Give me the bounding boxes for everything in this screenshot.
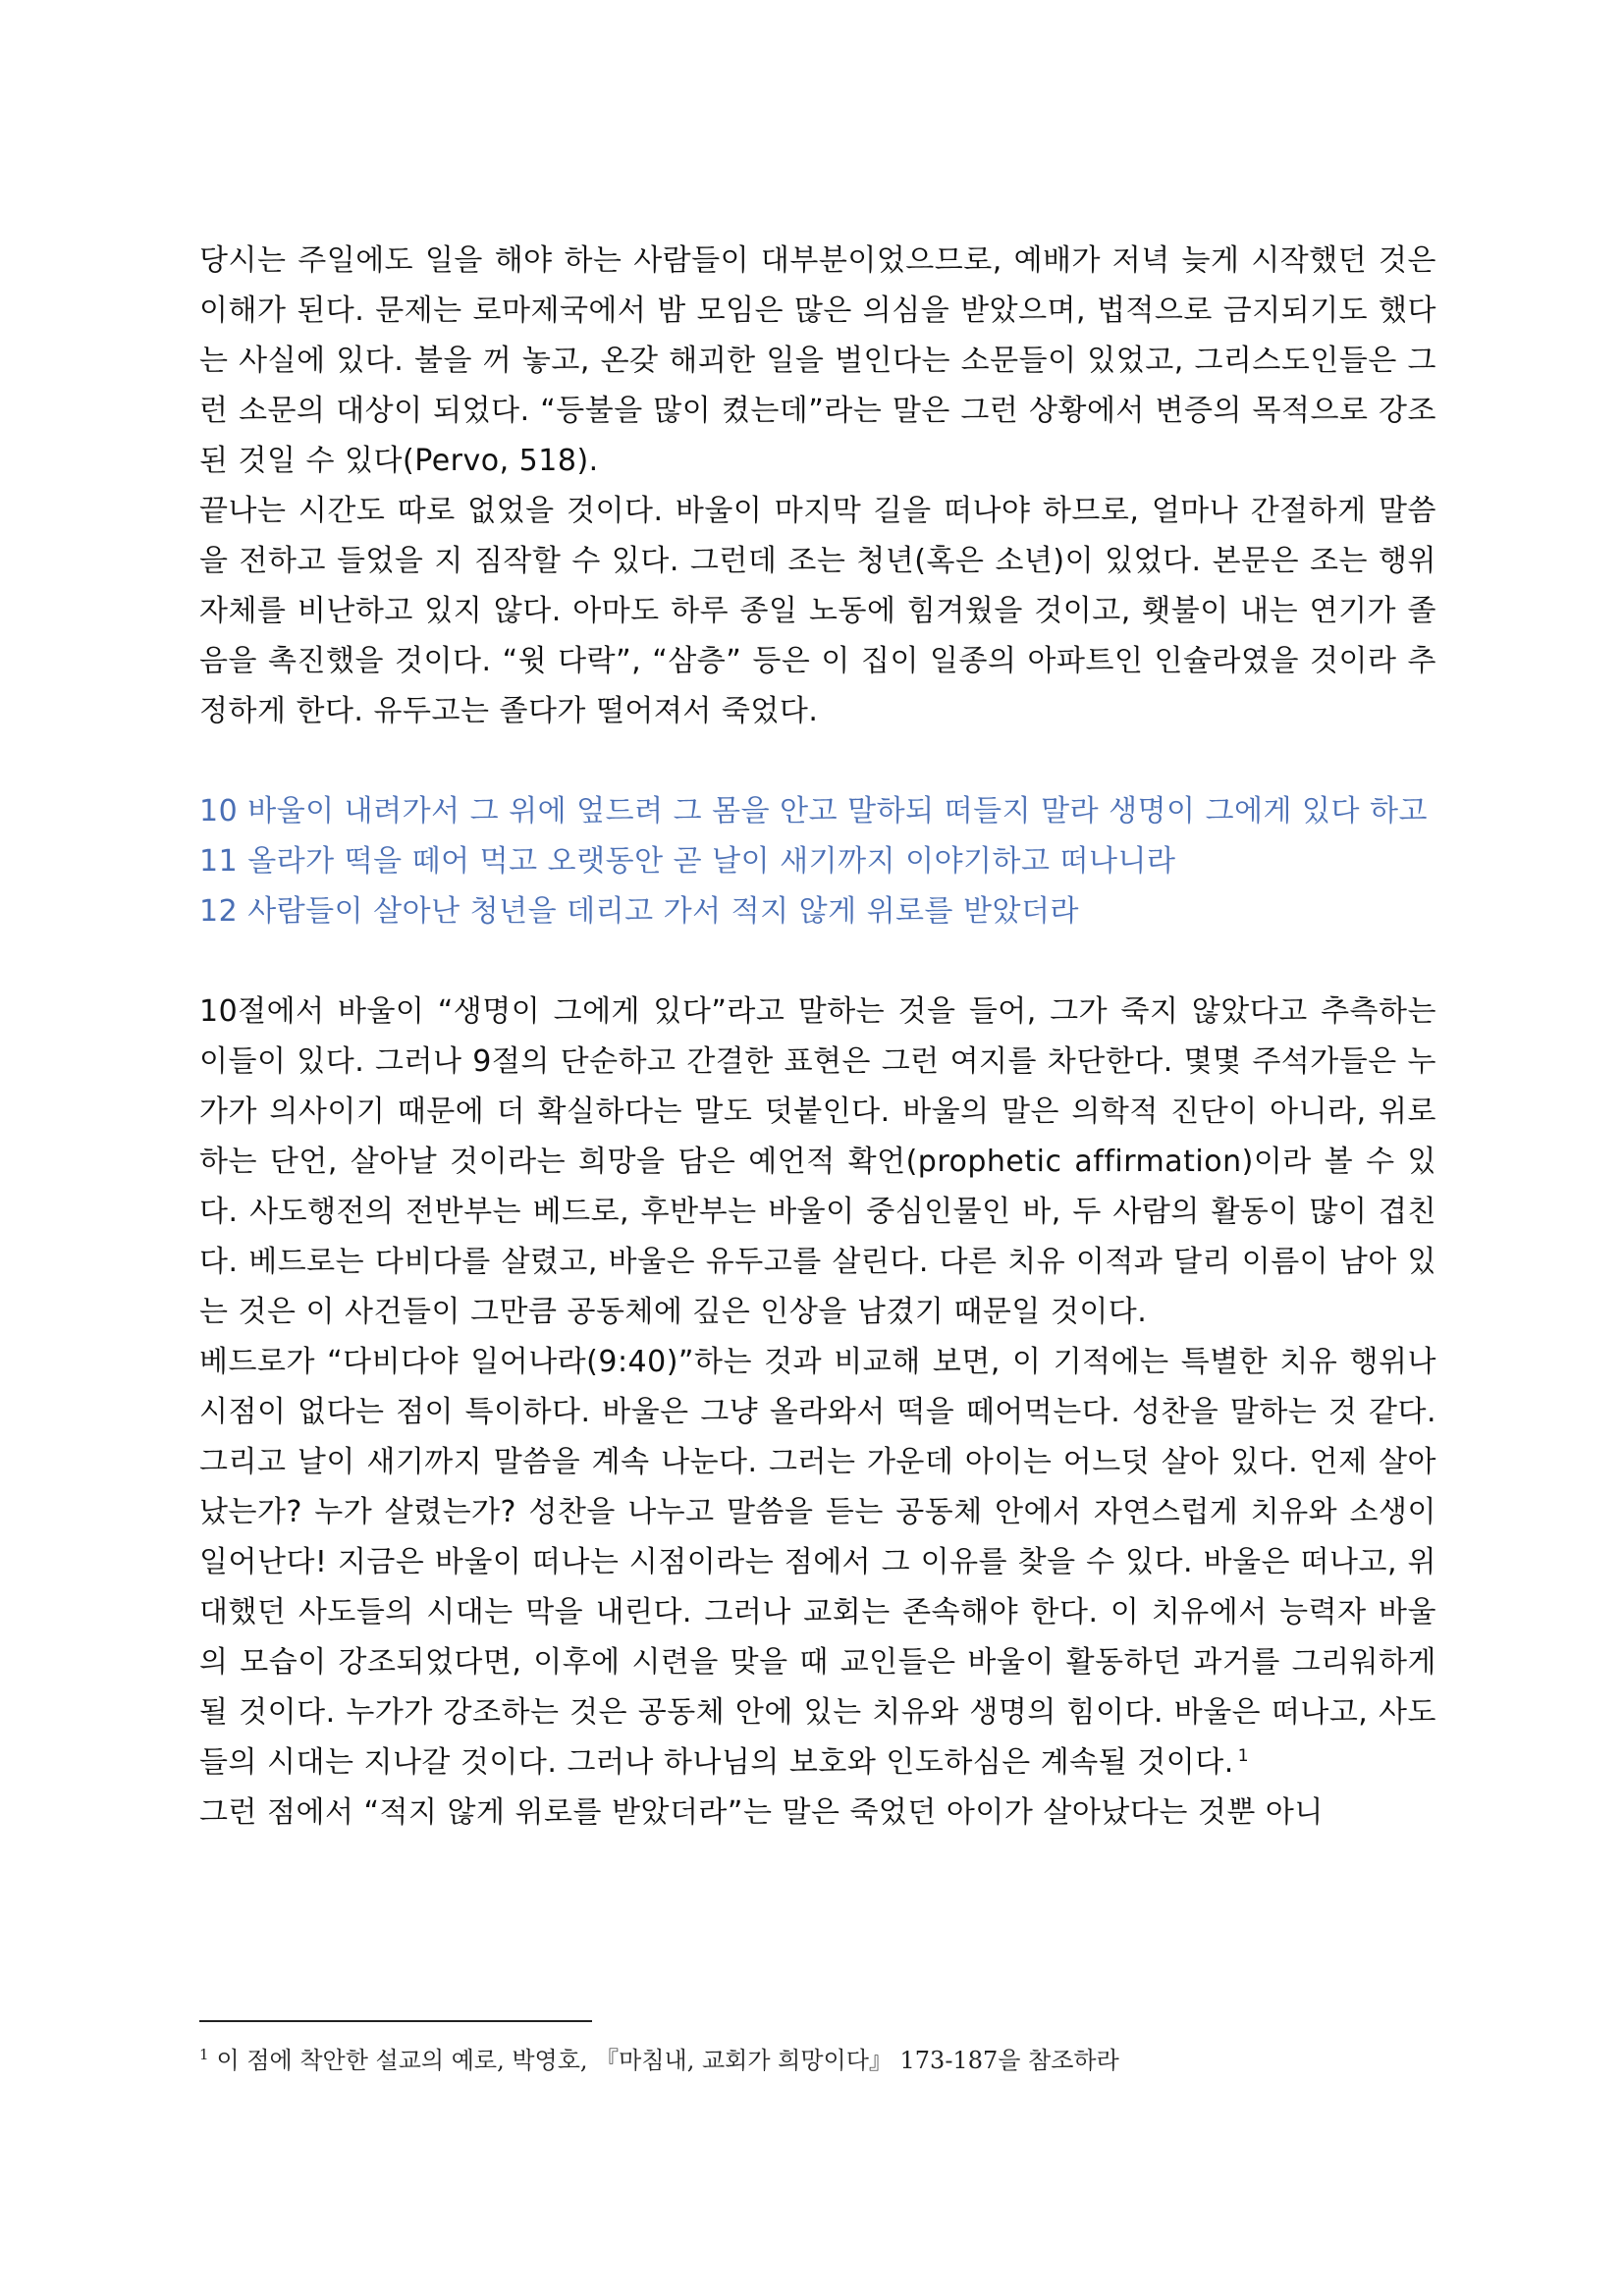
paragraph-5: 그런 점에서 “적지 않게 위로를 받았더라”는 말은 죽었던 아이가 살아났다는 것뿐 아니 (199, 1795, 1324, 1830)
footnote-reference[interactable]: 1 (1237, 1746, 1250, 1766)
paragraph-4-text: 베드로가 “다비다야 일어나라(9:40)”하는 것과 비교해 보면, 이 기적에는 특별한 치유 행위나 시점이 없다는 점이 특이하다. 바울은 그냥 올라와서 떡을 떼어먹는다. 성찬을 말하는 것 같다. 그리고 날이 새기까지 말씀을 계속 나눈다. 그러는 가운데 아이는 어느덧 살아 있다. 언제 살아났는가? 누가 살렸는가? 성찬을 나누고 말씀을 듣는 공동체 안에서 자연스럽게 치유와 소생이 일어난다! 지금은 바울이 떠나는 시점이라는 점에서 그 이유를 찾을 수 있다. 바울은 떠나고, 위대했던 사도들의 시대는 막을 내린다. 그러나 교회는 존속해야 한다. 이 치유에서 능력자 바울의 모습이 강조되었다면, 이후에 시련을 맞을 때 교인들은 바울이 활동하던 과거를 그리워하게 될 것이다. 누가가 강조하는 것은 공동체 안에 있는 치유와 생명의 힘이다. 바울은 떠나고, 사도들의 시대는 지나갈 것이다. 그러나 하나님의 보호와 인도하심은 계속될 것이다. (199, 1345, 1436, 1780)
scripture-quote-2: 12 사람들이 살아난 청년을 데리고 가서 적지 않게 위로를 받았더라 (199, 894, 1079, 929)
paragraph-4 (199, 1337, 1436, 1788)
paragraph-2: 끝나는 시간도 따로 없었을 것이다. 바울이 마지막 길을 떠나야 하므로, 얼마나 간절하게 말씀을 전하고 들었을 지 짐작할 수 있다. 그런데 조는 청년(혹은 소년)이 있었다. 본문은 조는 행위 자체를 비난하고 있지 않다. 아마도 하루 종일 노동에 힘겨웠을 것이고, 횃불이 내는 연기가 졸음을 촉진했을 것이다. “윗 다락”, “삼층” 등은 이 집이 일종의 아파트인 인슐라였을 것이라 추정하게 한다. 유두고는 졸다가 떨어져서 죽었다. (199, 494, 1436, 728)
footnote-number: 1 (199, 2046, 209, 2063)
body-text (199, 236, 1436, 1838)
paragraph-3: 10절에서 바울이 “생명이 그에게 있다”라고 말하는 것을 들어, 그가 죽지 않았다고 추측하는 이들이 있다. 그러나 9절의 단순하고 간결한 표현은 그런 여지를 차단한다. 몇몇 주석가들은 누가가 의사이기 때문에 더 확실하다는 말도 덧붙인다. 바울의 말은 의학적 진단이 아니라, 위로하는 단언, 살아날 것이라는 희망을 담은 예언적 확언(prophetic affirmation)이라 볼 수 있다. 사도행전의 전반부는 베드로, 후반부는 바울이 중심인물인 바, 두 사람의 활동이 많이 겹친다. 베드로는 다비다를 살렸고, 바울은 유두고를 살린다. 다른 치유 이적과 달리 이름이 남아 있는 것은 이 사건들이 그만큼 공동체에 깊은 인상을 남겼기 때문일 것이다. (199, 994, 1436, 1329)
footnote-divider (199, 2020, 592, 2022)
paragraph-1: 당시는 주일에도 일을 해야 하는 사람들이 대부분이었으므로, 예배가 저녁 늦게 시작했던 것은 이해가 된다. 문제는 로마제국에서 밤 모임은 많은 의심을 받았으며, 법적으로 금지되기도 했다는 사실에 있다. 불을 꺼 놓고, 온갖 해괴한 일을 벌인다는 소문들이 있었고, 그리스도인들은 그런 소문의 대상이 되었다. “등불을 많이 켰는데”라는 말은 그런 상황에서 변증의 목적으로 강조된 것일 수 있다(Pervo, 518). (199, 243, 1436, 478)
footnote (199, 2044, 1436, 2077)
spacer (199, 936, 1436, 987)
spacer (199, 736, 1436, 786)
footnote-text: 이 점에 착안한 설교의 예로, 박영호, 『마침내, 교회가 희망이다』 173-187을 참조하라 (216, 2047, 1119, 2074)
scripture-quote-1: 10 바울이 내려가서 그 위에 엎드려 그 몸을 안고 말하되 떠들지 말라 생명이 그에게 있다 하고 11 올라가 떡을 떼어 먹고 오랫동안 곧 날이 새기까지 이야기하고 떠나니라 (199, 794, 1428, 879)
